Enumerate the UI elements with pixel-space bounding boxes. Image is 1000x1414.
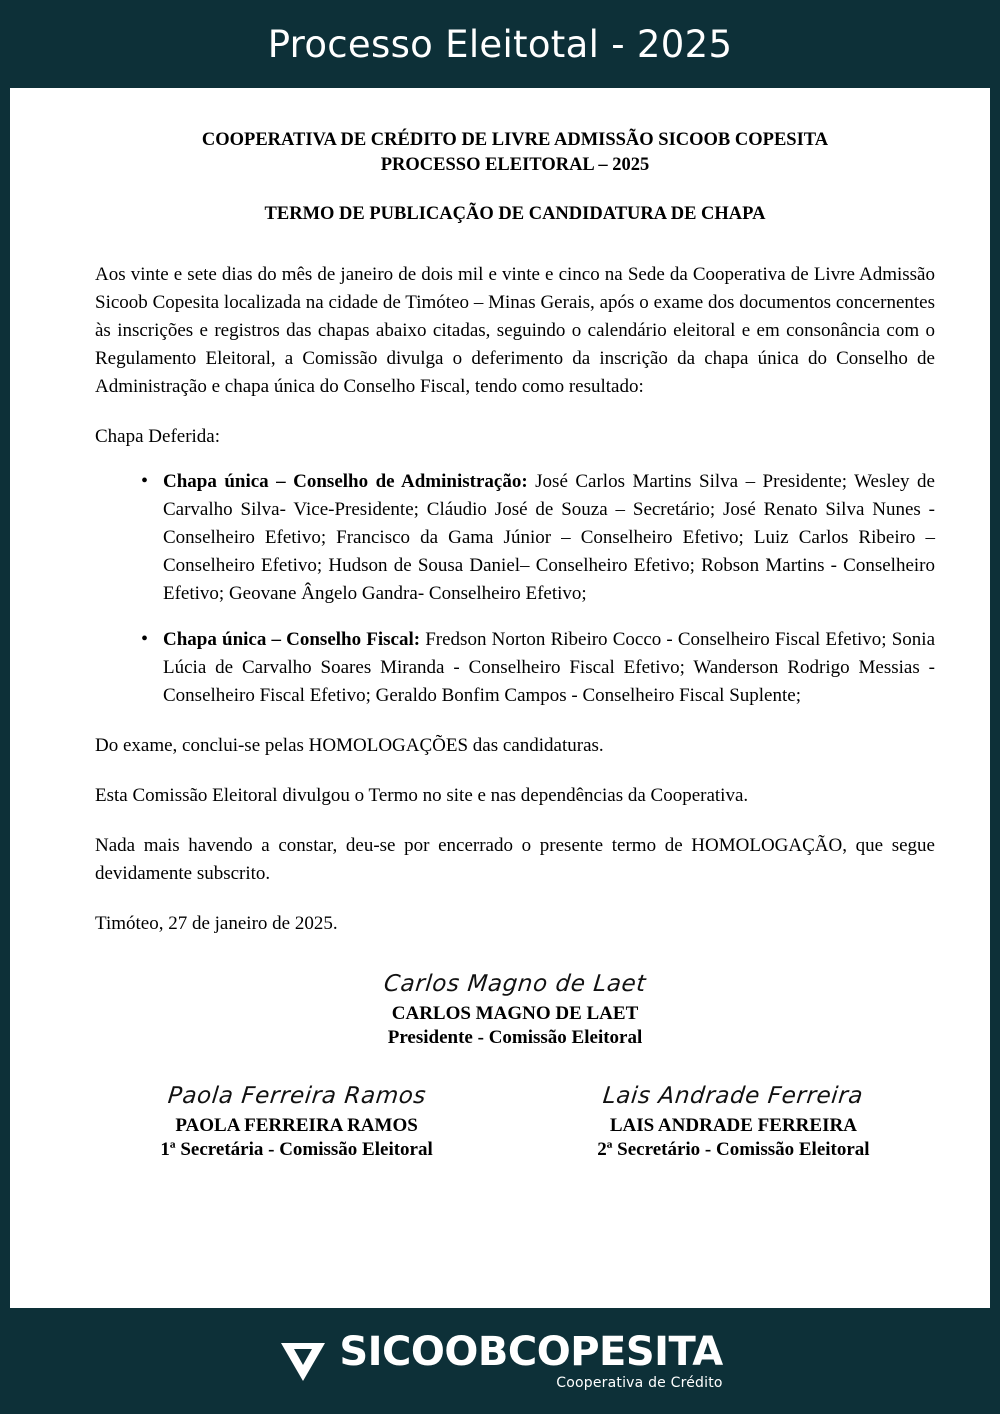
chapa-label: Chapa única – Conselho Fiscal: (163, 629, 421, 651)
signature-script-secretary1: Paola Ferreira Ramos (166, 1083, 427, 1110)
document-subheading: TERMO DE PUBLICAÇÃO DE CANDIDATURA DE CHAPA (264, 203, 766, 224)
signature-script-secretary2: Lais Andrade Ferreira (601, 1083, 865, 1110)
list-item (141, 468, 935, 608)
chapa-members: José Carlos Martins Silva – Presidente; Wesley de Carvalho Silva- Vice-Presidente; Cláudio José de Souza – Secretário; José Renato Silva Nunes - Conselheiro Efetivo; Francisco da Gama Júnior – Conselheiro Efetivo; Luiz Carlos Ribeiro – Conselheiro Efetivo; Hudson de Sousa Daniel– Conselheiro Efetivo; Robson Martins - Conselheiro Efetivo; Geovane Ângelo Gandra- Conselheiro Efetivo; (163, 471, 935, 605)
chapa-label: Chapa única – Conselho de Administração: (163, 471, 528, 493)
sicoob-copesita-logo (277, 1329, 723, 1391)
footer-band (0, 1308, 1000, 1414)
chapa-members: Fredson Norton Ribeiro Cocco - Conselheiro Fiscal Efetivo; Sonia Lúcia de Carvalho Soares Miranda - Conselheiro Fiscal Efetivo; Wanderson Rodrigo Messias - Conselheiro Fiscal Efetivo; Geraldo Bonfim Campos - Conselheiro Fiscal Suplente; (163, 629, 935, 706)
paragraph-intro: Aos vinte e sete dias do mês de janeiro de dois mil e vinte e cinco na Sede da Cooperativa de Livre Admissão Sicoob Copesita localizada na cidade de Timóteo – Minas Gerais, após o exame dos documentos concernentes às inscrições e registros das chapas abaixo citadas, seguindo o calendário eleitoral e em consonância com o Regulamento Eleitoral, a Comissão divulga o deferimento da inscrição da chapa única do Conselho de Administração e chapa única do Conselho Fiscal, tendo como resultado: (95, 263, 935, 397)
signature-block-secretary2 (532, 1083, 935, 1161)
signature-row-secretaries (95, 1083, 935, 1161)
sicoob-logo-icon (277, 1335, 329, 1387)
header-band (0, 0, 1000, 88)
list-item (141, 626, 935, 710)
signature-block-secretary1 (95, 1083, 498, 1161)
page-title: Processo Eleitotal - 2025 (267, 22, 733, 66)
paragraph-homologacao: Do exame, conclui-se pelas HOMOLOGAÇÕES das candidaturas. (95, 734, 604, 756)
signature-name-president: CARLOS MAGNO DE LAET (391, 1003, 639, 1025)
signature-name-secretary1: PAOLA FERREIRA RAMOS (175, 1115, 418, 1137)
document-body (95, 112, 935, 1161)
chapas-list (95, 468, 935, 709)
signature-script-president: Carlos Magno de Laet (382, 971, 648, 998)
logo-wordmark: SICOOBCOPESITA (339, 1329, 723, 1375)
signature-block-president (95, 971, 935, 1049)
logo-text-group (339, 1329, 723, 1391)
paragraph-divulgacao: Esta Comissão Eleitoral divulgou o Termo no site e nas dependências da Cooperativa. (95, 784, 749, 806)
signature-name-secretary2: LAIS ANDRADE FERREIRA (609, 1115, 857, 1137)
signature-role-secretary1: 1ª Secretária - Comissão Eleitoral (160, 1139, 433, 1161)
chapa-deferida-label: Chapa Deferida: (95, 425, 221, 447)
left-rail-decoration (0, 88, 10, 1308)
paragraph-encerramento: Nada mais havendo a constar, deu-se por encerrado o presente termo de HOMOLOGAÇÃO, que segue devidamente subscrito. (95, 834, 935, 884)
signature-role-secretary2: 2ª Secretário - Comissão Eleitoral (597, 1139, 870, 1161)
logo-tagline: Cooperativa de Crédito (556, 1375, 723, 1391)
document-heading-line1: COOPERATIVA DE CRÉDITO DE LIVRE ADMISSÃO SICOOB COPESITA (201, 130, 829, 150)
bullet-icon: • (141, 470, 149, 493)
document-heading-line2: PROCESSO ELEITORAL – 2025 (380, 154, 650, 175)
document-heading (95, 128, 935, 178)
right-rail-decoration (990, 88, 1000, 1308)
signature-role-president: Presidente - Comissão Eleitoral (387, 1027, 643, 1049)
bullet-icon: • (141, 628, 149, 651)
place-and-date: Timóteo, 27 de janeiro de 2025. (95, 912, 338, 934)
